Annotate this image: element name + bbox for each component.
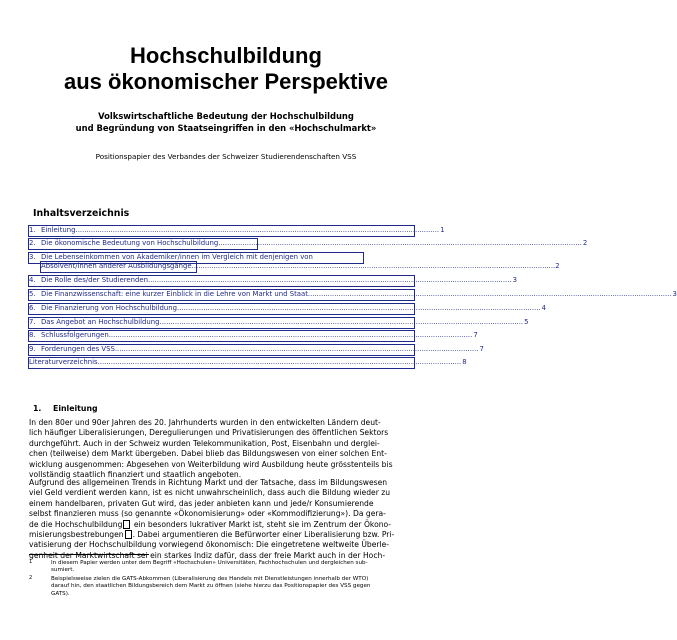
toc-item-label: Literaturverzeichnis [29, 358, 98, 366]
toc-item-page: 4 [541, 304, 547, 312]
toc-highlight-box [28, 275, 415, 287]
toc-leader-dots: ...................................................................................................................................................................... [307, 290, 672, 298]
toc-item-num: 6. [29, 304, 36, 312]
footnote-line: Beispielsweise zielen die GATS-Abkommen (Liberalisierung des Handels mit Dienstleistungen innerhalb der WTO) [51, 576, 369, 582]
text-line: Aufgrund des allgemeinen Trends in Richtung Markt und der Tatsache, dass im Bildungswesen [29, 478, 388, 487]
toc-item-num: 8. [29, 331, 36, 339]
text-segment: de die Hochschulbildung [29, 519, 123, 529]
toc-leader-dots: ...................................................................................................................................................................... [177, 304, 541, 312]
text-line: durchgeführt. Auch in der Schweiz wurden Telekommunikation, Post, Eisenbahn und derglei- [29, 438, 380, 448]
toc-item-page: 2 [555, 262, 560, 270]
toc-highlight-box [28, 344, 415, 356]
toc-item-label: Absolvent/innen anderer Ausbildungsgänge [41, 262, 192, 270]
toc-leader-dots: ...................................................................................................................................................................... [97, 358, 462, 366]
toc-item-num: 3. [29, 253, 36, 261]
section-title: Einleitung [53, 404, 98, 413]
text-line: lich häufiger Liberalisierungen, Deregulierungen und Privatisierungen des öffentlichen Sektors [29, 428, 389, 438]
toc-item-num: 9. [29, 345, 36, 353]
toc-item-label: Die ökonomische Bedeutung von Hochschulbildung [41, 239, 219, 247]
toc-item-num: 7. [29, 318, 36, 326]
toc-highlight-box [28, 317, 415, 329]
toc-item-page: 8 [462, 358, 467, 366]
toc-leader-dots: ...................................................................................................................................................................... [108, 331, 473, 339]
text-line: vatisierung der Hochschulbildung vorwiegend ökonomisch: Die eingetretene weltweite Überle- [29, 540, 390, 550]
footnote-marker-1[interactable] [123, 520, 130, 529]
footnote-1 [29, 560, 415, 575]
toc-item-label: Einleitung [41, 226, 76, 234]
document-title-line2: aus ökonomischer Perspektive [63, 69, 389, 94]
position-paper-note: Positionspapier des Verbandes der Schweizer Studierendenschaften VSS [95, 152, 357, 161]
toc-item-label: Die Finanzierung von Hochschulbildung [41, 304, 178, 312]
toc-leader-dots: ...................................................................................................................................................................... [148, 276, 512, 284]
footnote-mark: 2 [29, 575, 33, 581]
toc-leader-dots: ...................................................................................................................................................................... [75, 226, 440, 234]
toc-item-label: Forderungen des VSS [41, 345, 115, 353]
text-segment: . Dabei argumentieren die Befürworter einer Liberalisierung bzw. Pri- [132, 530, 395, 540]
toc-leader-dots: ...................................................................................................................................................................... [191, 262, 556, 270]
text-line: wicklung ausgenommen: Abgesehen von Weiterbildung wird Ausbildung heute grösstenteils bis [29, 459, 393, 469]
footnote-marker-2[interactable] [125, 530, 132, 539]
footnote-mark: 1 [29, 559, 33, 565]
text-line: In den 80er und 90er Jahren des 20. Jahrhunderts wurden in den entwickelten Ländern deut- [29, 418, 381, 427]
footnote-line: darauf hin, den staatlichen Bildungsbereich dem Markt zu öffnen (siehe hierzu das Positionspapier des VSS gegen [51, 583, 371, 590]
text-line: chen (teilweise) dem Markt übergeben. Dabei blieb das Bildungswesen von einer solchen Ent- [29, 449, 387, 459]
text-line [29, 520, 415, 530]
footnote-line: sumiert. [51, 567, 75, 574]
toc-item-label: Schlussfolgerungen [41, 331, 109, 339]
toc-item-page: 7 [473, 331, 478, 339]
text-line: selbst finanzieren muss (so genannte «Ökonomisierung» oder «Kommodifizierung»). Da gera- [29, 509, 386, 519]
section-heading [33, 404, 98, 413]
toc-item-num: 5. [29, 290, 36, 298]
toc-leader-dots: ...................................................................................................................................................................... [218, 239, 582, 247]
text-segment: misierungsbestrebungen [29, 530, 124, 540]
toc-item-page: 7 [479, 345, 484, 353]
document-subtitle-line2: und Begründung von Staatseingriffen in den «Hochschulmarkt» [75, 123, 377, 133]
text-line: genheit der Marktwirtschaft sei ein starkes Indiz dafür, dass der freie Markt auch in der Hoch- [29, 550, 386, 560]
toc-leader-dots: ...................................................................................................................................................................... [159, 318, 524, 326]
toc-item-page: 2 [582, 239, 588, 247]
toc-item-page: 3 [512, 276, 518, 284]
toc-item-num: 4. [29, 276, 36, 284]
toc-item-num: 2. [29, 239, 36, 247]
document-subtitle-line1: Volkswirtschaftliche Bedeutung der Hochschulbildung [98, 111, 354, 121]
footnote-line: GATS). [51, 590, 70, 597]
text-line: viel Geld verdient werden kann, ist es nicht unwahrscheinlich, dass auch die Bildung wieder zu [29, 488, 391, 498]
toc-highlight-box [28, 303, 415, 315]
footnote-2 [29, 576, 415, 598]
toc-item-label: Das Angebot an Hochschulbildung [41, 318, 160, 326]
text-line [29, 530, 415, 540]
toc-item-label: Die Rolle des/der Studierenden [41, 276, 149, 284]
text-segment: ein besonders lukrativer Markt ist, steht sie im Zentrum der Ökono- [131, 519, 392, 529]
toc-highlight-box [28, 357, 415, 369]
paragraph-1 [29, 418, 415, 480]
text-line: vollständig staatlich finanziert und staatlich angeboten. [29, 470, 242, 480]
toc-item-page: 3 [672, 290, 677, 298]
toc-heading: Inhaltsverzeichnis [33, 208, 130, 219]
section-number: 1. [33, 404, 42, 413]
toc-highlight-box [28, 330, 415, 342]
toc-item-label: Die Lebenseinkommen von Akademiker/innen im Vergleich mit denjenigen von [41, 253, 313, 261]
toc-item-label: Die Finanzwissenschaft: eine kurzer Einblick in die Lehre von Markt und Staat [41, 290, 308, 298]
text-line: einem handelbaren, privaten Gut wird, das jeder anbieten kann und jede/r Konsumierende [29, 498, 374, 508]
toc-highlight-box [28, 289, 415, 301]
document-title-line1: Hochschulbildung [130, 43, 322, 68]
toc-item-page: 5 [524, 318, 529, 326]
toc-item-page: 1 [440, 226, 445, 234]
toc-highlight-box [40, 261, 197, 273]
toc-leader-dots: ...................................................................................................................................................................... [114, 345, 479, 353]
footnote-divider [29, 554, 149, 555]
paragraph-2 [29, 478, 415, 561]
toc-highlight-box [28, 225, 415, 237]
toc-highlight-box [28, 238, 258, 250]
footnote-line: In diesem Papier werden unter dem Begriff «Hochschulen» Universitäten, Fachhochschulen und dergleichen sub- [51, 560, 368, 566]
toc-item-num: 1. [29, 226, 36, 234]
